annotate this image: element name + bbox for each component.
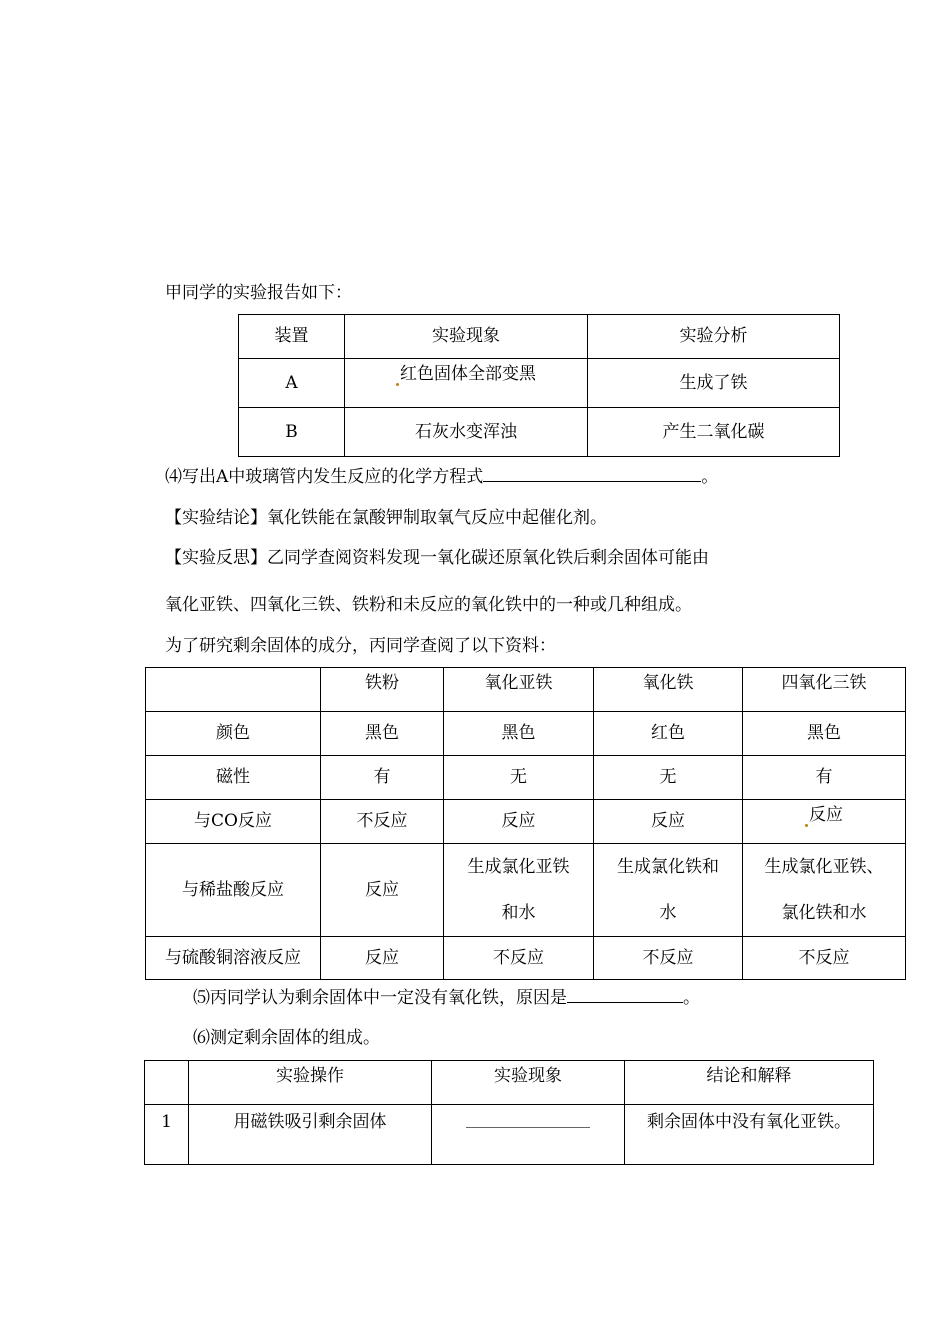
props-header: 四氧化三铁 [743, 668, 906, 712]
report-header-phenomenon: 实验现象 [345, 315, 588, 359]
props-cell: 生成氯化亚铁、 氯化铁和水 [743, 844, 906, 937]
props-cell: 有 [743, 756, 906, 800]
measurement-table [144, 1060, 874, 1165]
measure-cell: 用磁铁吸引剩余固体 [189, 1105, 432, 1165]
mark-dot [396, 383, 399, 386]
answer-blank [466, 1111, 590, 1128]
props-cell: 生成氯化铁和 水 [594, 844, 743, 937]
props-row-label: 与硫酸铜溶液反应 [146, 937, 321, 980]
measure-header: 实验操作 [189, 1061, 432, 1105]
report-cell: 红色固体全部变黑 [345, 359, 588, 408]
report-header-analysis: 实验分析 [588, 315, 840, 359]
answer-blank [567, 986, 683, 1003]
report-cell: B [239, 408, 345, 457]
report-header-device: 装置 [239, 315, 345, 359]
props-cell: 不反应 [743, 937, 906, 980]
report-cell: 生成了铁 [588, 359, 840, 408]
question-6: ⑹测定剩余固体的组成。 [193, 1028, 380, 1048]
answer-blank [483, 465, 701, 482]
props-header: 氧化亚铁 [444, 668, 594, 712]
props-cell: 反应 [444, 800, 594, 844]
conclusion-text: 【实验结论】氧化铁能在氯酸钾制取氧气反应中起催化剂。 [165, 508, 607, 528]
props-cell: 有 [321, 756, 444, 800]
props-cell: 生成氯化亚铁 和水 [444, 844, 594, 937]
report-table [238, 314, 840, 457]
props-cell: 反应 [743, 800, 906, 844]
measure-cell [432, 1105, 625, 1165]
reflection-line-1: 【实验反思】乙同学查阅资料发现一氧化碳还原氧化铁后剩余固体可能由 [165, 548, 709, 568]
question-5: ⑸丙同学认为剩余固体中一定没有氧化铁，原因是 。 [193, 988, 700, 1008]
mark-dot [805, 824, 808, 827]
props-cell: 不反应 [444, 937, 594, 980]
props-cell: 黑色 [321, 712, 444, 756]
research-text: 为了研究剩余固体的成分，丙同学查阅了以下资料： [165, 636, 556, 656]
props-cell: 不反应 [321, 800, 444, 844]
props-row-label: 磁性 [146, 756, 321, 800]
props-cell: 黑色 [743, 712, 906, 756]
props-row-label: 颜色 [146, 712, 321, 756]
report-cell: 产生二氧化碳 [588, 408, 840, 457]
props-cell: 反应 [321, 844, 444, 937]
props-cell: 无 [594, 756, 743, 800]
report-cell: A [239, 359, 345, 408]
props-cell: 红色 [594, 712, 743, 756]
measure-header: 实验现象 [432, 1061, 625, 1105]
props-header-blank [146, 668, 321, 712]
props-cell: 不反应 [594, 937, 743, 980]
report-cell: 石灰水变浑浊 [345, 408, 588, 457]
props-cell: 反应 [321, 937, 444, 980]
intro-text: 甲同学的实验报告如下： [165, 283, 352, 303]
props-header: 氧化铁 [594, 668, 743, 712]
measure-cell: 剩余固体中没有氧化亚铁。 [625, 1105, 874, 1165]
properties-table [145, 667, 906, 980]
measure-header-blank [145, 1061, 189, 1105]
props-cell: 无 [444, 756, 594, 800]
props-header: 铁粉 [321, 668, 444, 712]
props-cell: 黑色 [444, 712, 594, 756]
measure-index: 1 [145, 1105, 189, 1165]
props-row-label: 与稀盐酸反应 [146, 844, 321, 937]
props-row-label: 与CO反应 [146, 800, 321, 844]
question-4: ⑷写出A中玻璃管内发生反应的化学方程式 。 [165, 467, 719, 487]
reflection-line-2: 氧化亚铁、四氧化三铁、铁粉和未反应的氧化铁中的一种或几种组成。 [165, 595, 692, 615]
props-cell: 反应 [594, 800, 743, 844]
measure-header: 结论和解释 [625, 1061, 874, 1105]
